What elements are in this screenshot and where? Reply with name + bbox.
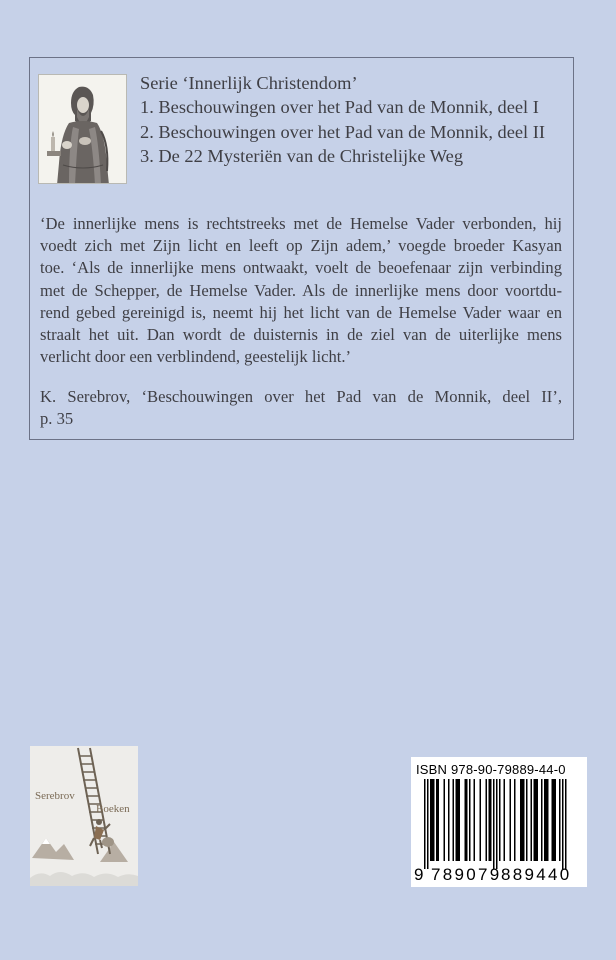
barcode-bar — [552, 779, 554, 861]
series-item: 2. Beschouwingen over het Pad van de Monnik, deel II — [140, 121, 546, 142]
series-list — [140, 71, 570, 168]
barcode-bar — [520, 779, 522, 861]
barcode-bar — [466, 779, 468, 861]
barcode-bar — [469, 779, 471, 861]
barcode-bar — [486, 779, 488, 861]
barcode-bar — [559, 779, 561, 861]
logo-word-right: Boeken — [96, 803, 130, 815]
barcode-bar — [565, 779, 567, 869]
logo-word-left: Serebrov — [35, 790, 75, 802]
barcode-digits-right: 889440 — [501, 865, 572, 884]
barcode-bar — [457, 779, 459, 861]
barcode-bar — [433, 779, 435, 861]
citation-line: p. 35 — [40, 409, 74, 429]
quote-line: rend gebed gereinigd is, neemt hij het licht van de Hemelse Vader waar en — [40, 302, 562, 322]
barcode-bar — [541, 779, 543, 861]
barcode-bar — [544, 779, 546, 861]
barcode-bar — [534, 779, 536, 861]
barcode-bars — [424, 779, 574, 871]
barcode-bar — [474, 779, 476, 861]
series-item: 3. De 22 Mysteriën van de Christelijke Weg — [140, 145, 464, 166]
barcode-bar — [424, 779, 426, 869]
quote-line: ‘De innerlijke mens is rechtstreeks met de Hemelse Vader verbonden, hij — [40, 214, 562, 233]
quote-paragraph — [40, 213, 562, 368]
barcode-digit-first: 9 — [414, 865, 426, 884]
barcode-bar — [436, 779, 438, 861]
barcode-bar — [546, 779, 548, 861]
quote-line: toe. ‘Als de innerlijke mens ontwaakt, voelt de beoefenaar zijn verbinding — [40, 258, 562, 278]
barcode-bar — [444, 779, 446, 861]
publisher-logo — [30, 746, 138, 886]
barcode-bar — [499, 779, 501, 861]
barcode-bar — [537, 779, 539, 861]
quote-line: straalt het uit. Dan wordt de duisternis in de ziel van de uiterlijke mens — [40, 325, 562, 345]
barcode-bar — [490, 779, 492, 861]
barcode-bar — [493, 779, 495, 869]
barcode-bar — [504, 779, 506, 861]
quote-citation — [40, 386, 562, 430]
isbn-label: ISBN 978-90-79889-44-0 — [416, 762, 566, 777]
barcode-bar — [448, 779, 450, 861]
barcode-bar — [456, 779, 458, 861]
barcode-bar — [496, 779, 498, 869]
barcode-bar — [522, 779, 524, 861]
barcode-bar — [465, 779, 467, 861]
barcode-bar — [432, 779, 434, 861]
barcode-bar — [438, 779, 440, 861]
isbn-barcode — [411, 757, 587, 887]
quote-line: met de Schepper, de Hemelse Vader. Als de innerlijke mens door voortdu- — [40, 280, 562, 300]
barcode-bar — [531, 779, 533, 861]
barcode-bar — [523, 779, 525, 861]
barcode-bar — [526, 779, 528, 861]
series-item: 1. Beschouwingen over het Pad van de Monnik, deel I — [140, 97, 539, 118]
barcode-bar — [430, 779, 432, 861]
barcode-bar — [547, 779, 549, 861]
barcode-bar — [514, 779, 516, 861]
barcode-bar — [510, 779, 512, 861]
barcode-bar — [489, 779, 491, 861]
barcode-bar — [535, 779, 537, 861]
monk-portrait-image — [38, 74, 127, 184]
barcode-bar — [555, 779, 557, 861]
barcode-bar — [553, 779, 555, 861]
barcode-bar — [480, 779, 482, 861]
barcode-bar — [427, 779, 429, 869]
quote-line: voedt zich met Zijn licht en leeft op Zijn adem,’ voegde broeder Kasyan — [40, 236, 562, 256]
series-heading: Serie ‘Innerlijk Christendom’ — [140, 73, 358, 93]
citation-line: K. Serebrov, ‘Beschouwingen over het Pad van de Monnik, deel II’, — [40, 387, 562, 406]
barcode-digits-left: 789079 — [431, 865, 502, 884]
barcode-bar — [459, 779, 461, 861]
barcode-bar — [562, 779, 564, 869]
barcode-bar — [453, 779, 455, 861]
quote-line: verlicht door een verblindend, geestelijk licht.’ — [40, 347, 352, 367]
